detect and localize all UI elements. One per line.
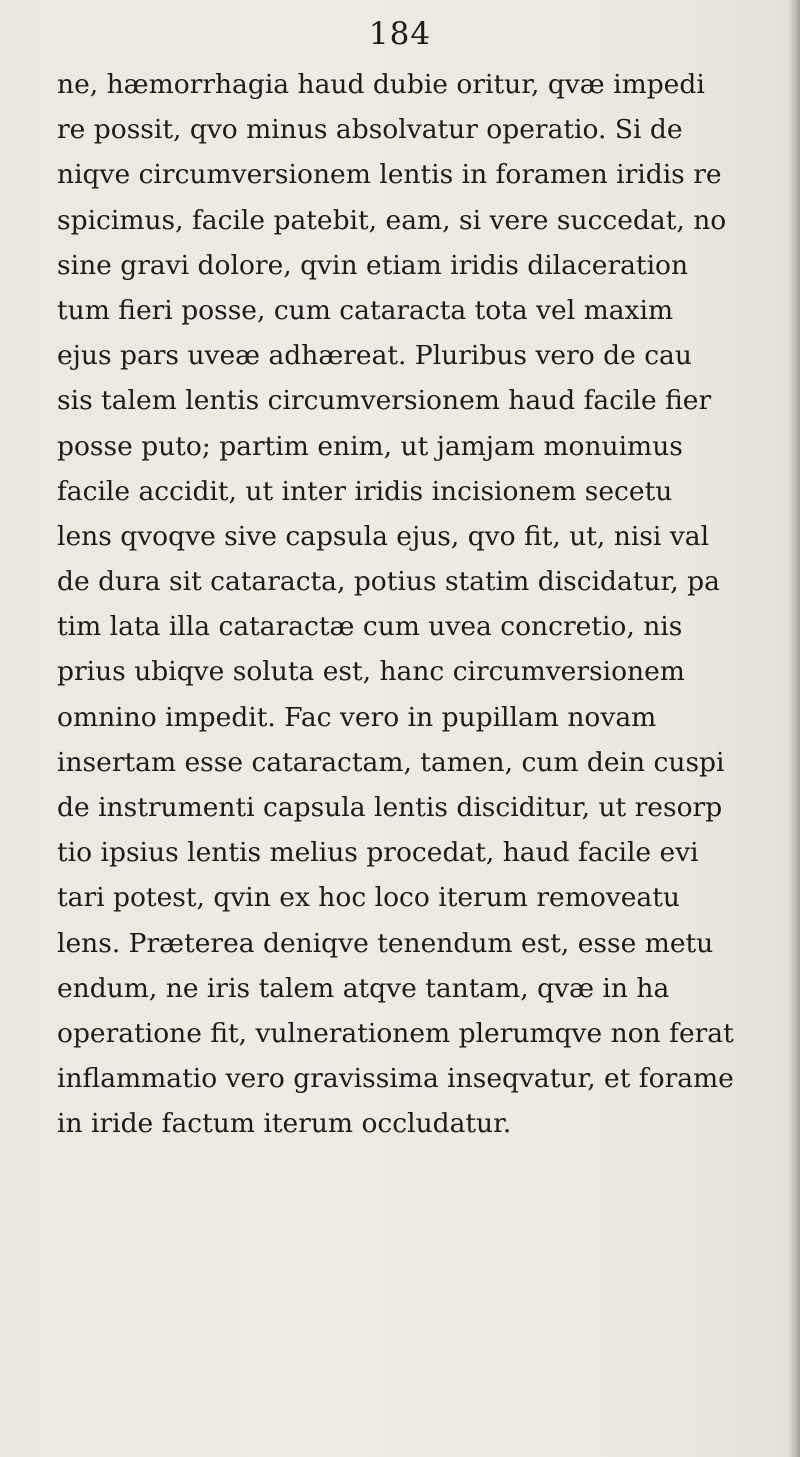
text-line: tari potest, qvin ex hoc loco iterum removeatu: [57, 882, 680, 914]
text-line: posse puto; partim enim, ut jamjam monuimus: [57, 430, 683, 462]
text-line: insertam esse cataractam, tamen, cum dein cuspi: [57, 746, 725, 778]
page-number: 184: [368, 16, 432, 52]
text-line: tim lata illa cataractæ cum uvea concretio, nis: [57, 611, 683, 643]
text-line: in iride factum iterum occludatur.: [57, 1108, 512, 1140]
text-line: ejus pars uveæ adhæreat. Pluribus vero de cau: [57, 340, 692, 372]
text-line: inflammatio vero gravissima inseqvatur, et forame: [57, 1063, 734, 1095]
text-line: prius ubiqve soluta est, hanc circumversionem: [57, 656, 685, 688]
text-line: de instrumenti capsula lentis disciditur, ut resorp: [57, 792, 723, 823]
text-line: facile accidit, ut inter iridis incisionem secetu: [57, 475, 673, 507]
text-line: endum, ne iris talem atqve tantam, qvæ in ha: [57, 972, 670, 1004]
body-text: [57, 62, 797, 1147]
text-line: sis talem lentis circumversionem haud facile fier: [57, 385, 712, 417]
text-line: niqve circumversionem lentis in foramen iridis re: [57, 159, 722, 191]
text-line: re possit, qvo minus absolvatur operatio. Si de: [57, 114, 683, 146]
text-line: operatione fit, vulnerationem plerumqve non ferat: [57, 1017, 734, 1049]
text-line: tum fieri posse, cum cataracta tota vel maxim: [57, 294, 674, 326]
text-line: sine gravi dolore, qvin etiam iridis dilaceration: [57, 249, 689, 281]
page-edge-shadow: [788, 0, 800, 1457]
text-line: spicimus, facile patebit, eam, si vere succedat, no: [57, 204, 727, 236]
text-line: lens. Præterea deniqve tenendum est, esse metu: [57, 927, 714, 959]
text-line: tio ipsius lentis melius procedat, haud facile evi: [57, 837, 699, 869]
text-line: de dura sit cataracta, potius statim discidatur, pa: [57, 566, 720, 598]
text-line: ne, hæmorrhagia haud dubie oritur, qvæ impedi: [57, 69, 705, 100]
text-line: lens qvoqve sive capsula ejus, qvo fit, ut, nisi val: [57, 520, 710, 552]
text-line: omnino impedit. Fac vero in pupillam novam: [57, 701, 657, 733]
